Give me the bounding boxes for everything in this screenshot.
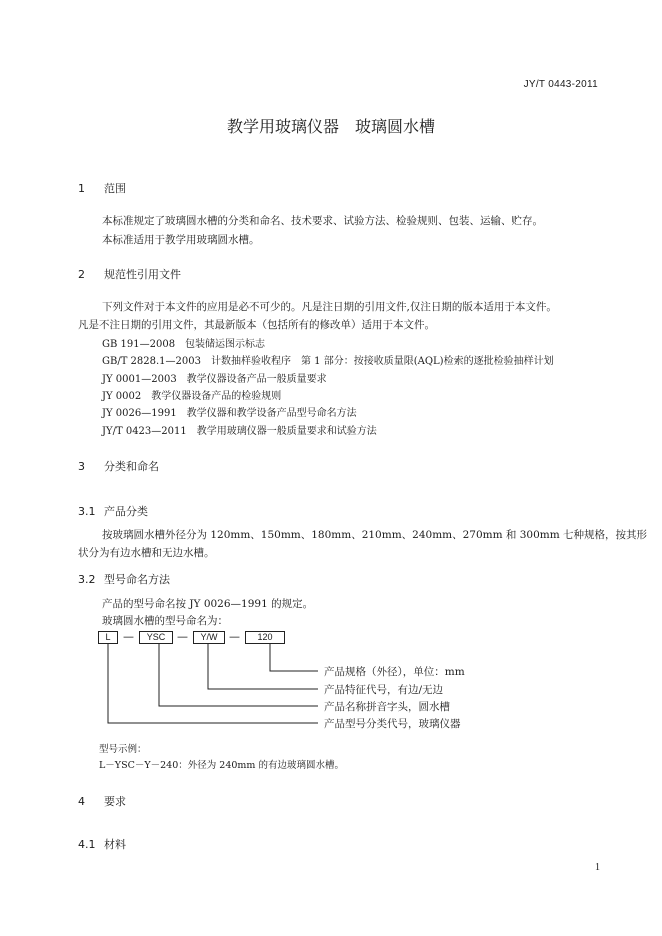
diagram-desc-category: 产品型号分类代号，玻璃仪器 — [324, 718, 461, 730]
section-number: 3.1 — [78, 505, 96, 518]
reference-item: JY 0002 教学仪器设备产品的检验规则 — [102, 391, 282, 402]
page-number: 1 — [595, 862, 600, 873]
diagram-desc-spec: 产品规格（外径），单位：mm — [324, 666, 465, 678]
paragraph: 按玻璃圆水槽外径分为 120mm、150mm、180mm、210mm、240mm、270mm 和 300mm 七种规格，按其形 — [102, 529, 648, 541]
section-number: 2 — [78, 268, 85, 281]
reference-item: JY 0001—2003 教学仪器设备产品一般质量要求 — [102, 374, 327, 385]
model-box-spec: 120 — [245, 631, 285, 644]
standard-code: JY/T 0443-2011 — [523, 79, 598, 90]
separator-dash: — — [177, 630, 188, 643]
reference-item: GB/T 2828.1—2003 计数抽样验收程序 第 1 部分：按接收质量限(AQL)检索的逐批检验抽样计划 — [102, 356, 554, 367]
reference-item: JY/T 0423—2011 教学用玻璃仪器一般质量要求和试验方法 — [102, 426, 377, 437]
separator-dash: — — [229, 630, 240, 643]
reference-item: GB 191—2008 包装储运图示标志 — [102, 339, 266, 350]
diagram-desc-name: 产品名称拼音字头，圆水槽 — [324, 701, 450, 713]
paragraph: 下列文件对于本文件的应用是必不可少的。凡是注日期的引用文件,仅注日期的版本适用于本文件。 — [102, 301, 557, 313]
section-title: 材料 — [104, 838, 126, 851]
section-title: 规范性引用文件 — [104, 268, 181, 281]
section-number: 4.1 — [78, 838, 96, 851]
section-title: 要求 — [104, 795, 126, 808]
paragraph: 玻璃圆水槽的型号命名为： — [102, 615, 228, 627]
document-title: 教学用玻璃仪器 玻璃圆水槽 — [226, 117, 435, 136]
section-title: 产品分类 — [104, 505, 148, 518]
model-box-feature: Y/W — [193, 631, 225, 644]
section-4-1-heading — [78, 836, 126, 852]
model-box-category: L — [98, 631, 118, 644]
section-title: 型号命名方法 — [104, 573, 170, 586]
model-box-name-initials: YSC — [139, 631, 173, 644]
section-number: 4 — [78, 795, 85, 808]
paragraph: 状分为有边水槽和无边水槽。 — [78, 547, 215, 559]
diagram-desc-feature: 产品特征代号，有边/无边 — [324, 684, 444, 696]
paragraph: 产品的型号命名按 JY 0026—1991 的规定。 — [102, 598, 314, 610]
section-title: 分类和命名 — [104, 460, 159, 473]
reference-item: JY 0026—1991 教学仪器和教学设备产品型号命名方法 — [102, 408, 357, 419]
separator-dash: — — [123, 630, 134, 643]
section-number: 3.2 — [78, 573, 96, 586]
paragraph: 凡是不注日期的引用文件，其最新版本（包括所有的修改单）适用于本文件。 — [78, 319, 435, 331]
section-title: 范围 — [104, 182, 126, 195]
section-number: 1 — [78, 182, 85, 195]
example-label: 型号示例： — [99, 744, 147, 755]
section-4-heading — [78, 793, 126, 809]
section-number: 3 — [78, 460, 85, 473]
paragraph: 本标准规定了玻璃圆水槽的分类和命名、技术要求、试验方法、检验规则、包装、运输、贮存。 — [102, 215, 543, 227]
example-text: L－YSC－Y－240：外径为 240mm 的有边玻璃圆水槽。 — [99, 760, 344, 771]
paragraph: 本标准适用于教学用玻璃圆水槽。 — [102, 234, 260, 246]
